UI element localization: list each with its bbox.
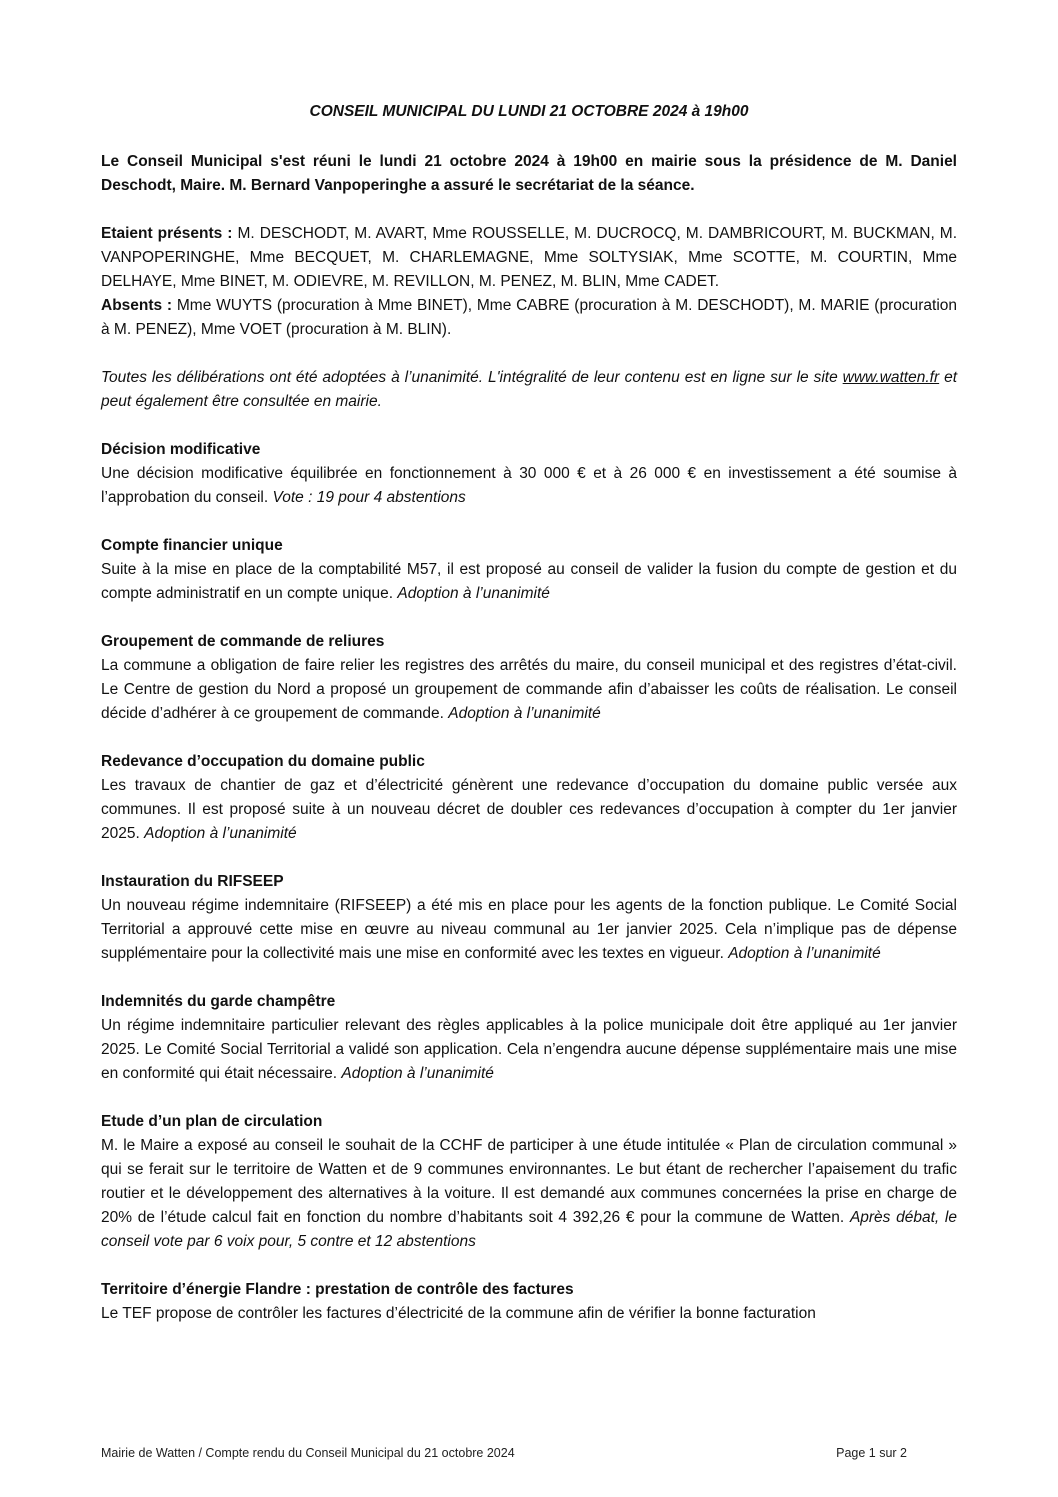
section-heading: Compte financier unique bbox=[101, 537, 283, 554]
footer-page-number: Page 1 sur 2 bbox=[836, 1446, 907, 1460]
vote-result: Adoption à l’unanimité bbox=[397, 585, 550, 602]
section-rifseep bbox=[101, 870, 957, 966]
section-text: Un nouveau régime indemnitaire (RIFSEEP) a été mis en place pour les agents de la fonction publique. Le Comité Social Territorial a approuvé cette mise en œuvre au niveau communal au 1er janvier 2025. Cela n’implique pas de dépense supplémentaire pour la collectivité mais une mise en conformité avec les textes en vigueur. bbox=[101, 897, 957, 962]
section-text: M. le Maire a exposé au conseil le souhait de la CCHF de participer à une étude intitulée « Plan de circulation communal » qui se ferait sur le territoire de Watten et de 9 communes environnantes. Le but étant de rechercher l’apaisement du trafic routier et le développement des alternatives à la voiture. Il est demandé aux communes concernées la prise en charge de 20% de l’étude calcul fait en fonction du nombre d’habitants soit 4 392,26 € pour la commune de Watten. bbox=[101, 1137, 957, 1226]
section-text: Les travaux de chantier de gaz et d’électricité génèrent une redevance d’occupation du domaine public versée aux communes. Il est proposé suite à un nouveau décret de doubler ces redevances d’occupation à compter du 1er janvier 2025. bbox=[101, 777, 957, 842]
document-title: CONSEIL MUNICIPAL DU LUNDI 21 OCTOBRE 2024 à 19h00 bbox=[309, 103, 749, 120]
section-heading: Territoire d’énergie Flandre : prestation de contrôle des factures bbox=[101, 1281, 574, 1298]
vote-result: Adoption à l’unanimité bbox=[728, 945, 881, 962]
section-territoire-energie bbox=[101, 1278, 957, 1326]
section-body bbox=[101, 654, 957, 726]
section-heading: Groupement de commande de reliures bbox=[101, 633, 385, 650]
page-footer bbox=[101, 1446, 907, 1460]
footer-document-label: Mairie de Watten / Compte rendu du Conseil Municipal du 21 octobre 2024 bbox=[101, 1446, 515, 1460]
section-body bbox=[101, 1014, 957, 1086]
section-text: Une décision modificative équilibrée en fonctionnement à 30 000 € et à 26 000 € en investissement a été soumise à l’approbation du conseil. bbox=[101, 465, 957, 506]
vote-result: Adoption à l’unanimité bbox=[448, 705, 601, 722]
document-content bbox=[101, 150, 957, 1350]
section-plan-circulation bbox=[101, 1110, 957, 1254]
unanimity-note bbox=[101, 366, 957, 414]
attendance-block bbox=[101, 222, 957, 342]
section-heading: Indemnités du garde champêtre bbox=[101, 993, 336, 1010]
website-link[interactable]: www.watten.fr bbox=[842, 369, 940, 386]
presents-list: M. DESCHODT, M. AVART, Mme ROUSSELLE, M. DUCROCQ, M. DAMBRICOURT, M. BUCKMAN, M. VANPOPERINGHE, Mme BECQUET, M. CHARLEMAGNE, Mme SOLTYSIAK, Mme SCOTTE, M. COURTIN, Mme DELHAYE, Mme BINET, M. ODIEVRE, M. REVILLON, M. PENEZ, M. BLIN, Mme CADET. bbox=[101, 225, 958, 290]
section-garde-champetre bbox=[101, 990, 957, 1086]
section-body bbox=[101, 774, 957, 846]
note-text-before: Toutes les délibérations ont été adoptées à l’unanimité. L'intégralité de leur contenu est en ligne sur le site bbox=[101, 369, 843, 386]
presents-label: Etaient présents : bbox=[101, 225, 233, 242]
section-heading: Décision modificative bbox=[101, 441, 261, 458]
section-body bbox=[101, 894, 957, 966]
section-body bbox=[101, 558, 957, 606]
section-redevance bbox=[101, 750, 957, 846]
section-text: Le TEF propose de contrôler les factures d’électricité de la commune afin de vérifier la bonne facturation bbox=[101, 1305, 816, 1322]
section-body bbox=[101, 1302, 957, 1326]
absents-paragraph bbox=[101, 294, 957, 342]
presents-paragraph bbox=[101, 222, 957, 294]
intro-paragraph: Le Conseil Municipal s'est réuni le lundi 21 octobre 2024 à 19h00 en mairie sous la présidence de M. Daniel Deschodt, Maire. M. Bernard Vanpoperinghe a assuré le secrétariat de la séance. bbox=[101, 153, 957, 194]
section-text: Suite à la mise en place de la comptabilité M57, il est proposé au conseil de valider la fusion du compte de gestion et du compte administratif en un compte unique. bbox=[101, 561, 957, 602]
vote-result: Adoption à l’unanimité bbox=[144, 825, 297, 842]
section-compte-financier bbox=[101, 534, 957, 606]
note-text-after: et peut également être consultée en mairie. bbox=[101, 369, 957, 410]
absents-label: Absents : bbox=[101, 297, 173, 314]
vote-result: Vote : 19 pour 4 abstentions bbox=[272, 489, 466, 506]
section-heading: Redevance d’occupation du domaine public bbox=[101, 753, 425, 770]
vote-result: Après débat, le conseil vote par 6 voix pour, 5 contre et 12 abstentions bbox=[101, 1209, 957, 1250]
section-heading: Etude d’un plan de circulation bbox=[101, 1113, 323, 1130]
section-groupement-reliures bbox=[101, 630, 957, 726]
section-decision-modificative bbox=[101, 438, 957, 510]
section-body bbox=[101, 462, 957, 510]
section-heading: Instauration du RIFSEEP bbox=[101, 873, 284, 890]
absents-list: Mme WUYTS (procuration à Mme BINET), Mme CABRE (procuration à M. DESCHODT), M. MARIE (procuration à M. PENEZ), Mme VOET (procuration à M. BLIN). bbox=[101, 297, 957, 338]
section-text: Un régime indemnitaire particulier relevant des règles applicables à la police municipale doit être appliqué au 1er janvier 2025. Le Comité Social Territorial a validé son application. Cela n’engendra aucune dépense supplémentaire mais une mise en conformité qui était nécessaire. bbox=[101, 1017, 957, 1082]
vote-result: Adoption à l’unanimité bbox=[341, 1065, 494, 1082]
section-text: La commune a obligation de faire relier les registres des arrêtés du maire, du conseil municipal et des registres d’état-civil. Le Centre de gestion du Nord a proposé un groupement de commande afin d’abaisser les coûts de réalisation. Le conseil décide d’adhérer à ce groupement de commande. bbox=[101, 657, 957, 722]
section-body bbox=[101, 1134, 957, 1254]
